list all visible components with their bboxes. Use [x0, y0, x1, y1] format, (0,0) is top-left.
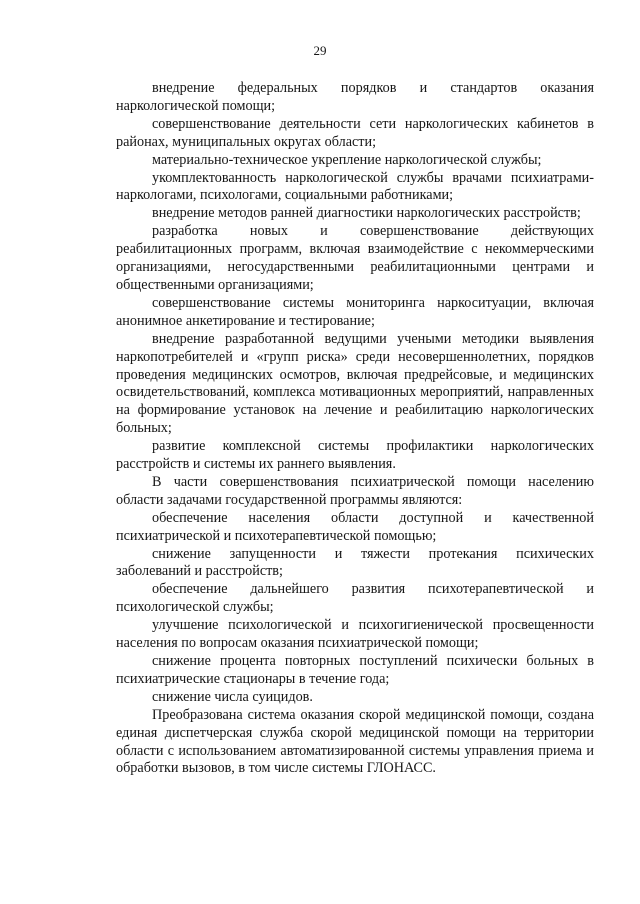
paragraph-narcology-cabinets: совершенствование деятельности сети наркологических кабинетов в районах, муниципальных округах области; — [116, 115, 594, 150]
paragraph-prevention-system: развитие комплексной системы профилактики наркологических расстройств и системы их раннего выявления. — [116, 438, 594, 473]
paragraph-emergency-care: Преобразована система оказания скорой медицинской помощи, создана единая диспетчерская служба скорой медицинской помощи на территории области с использованием автоматизированной системы управления приема и обработки вызовов, в том числе системы ГЛОНАСС. — [116, 706, 594, 777]
paragraph-narcology-standards: внедрение федеральных порядков и стандартов оказания наркологической помощи; — [116, 80, 594, 114]
paragraph-early-diagnostics: внедрение методов ранней диагностики наркологических расстройств; — [152, 205, 581, 222]
paragraph-rehabilitation-programs: разработка новых и совершенствование действующих реабилитационных программ, включая взаимодействие с некоммерческими организациями, негосударственными реабилитационными центрами и общественными организациями; — [116, 223, 594, 293]
paragraph-staffing: укомплектованность наркологической службы врачами психиатрами-наркологами, психологами, социальными работниками; — [116, 169, 594, 204]
paragraph-psychiatric-tasks-intro: В части совершенствования психиатрической помощи населению области задачами государственной программы являются: — [116, 473, 594, 508]
page-number: 29 — [313, 43, 327, 58]
paragraph-psychotherapy-service: обеспечение дальнейшего развития психотерапевтической и психологической службы; — [116, 581, 594, 616]
paragraph-public-awareness: улучшение психологической и психогигиенической просвещенности населения по вопросам оказания психиатрической помощи; — [116, 617, 594, 652]
body-text — [116, 80, 594, 778]
paragraph-monitoring: совершенствование системы мониторинга наркоситуации, включая анонимное анкетирование и тестирование; — [116, 294, 594, 329]
paragraph-material-support: материально-техническое укрепление наркологической службы; — [152, 151, 542, 168]
paragraph-suicides: снижение числа суицидов. — [152, 688, 313, 705]
paragraph-disease-severity: снижение запущенности и тяжести протекания психических заболеваний и расстройств; — [116, 545, 594, 580]
paragraph-detection-methodology: внедрение разработанной ведущими учеными методики выявления наркопотребителей и «групп риска» среди несовершеннолетних, порядков проведения медицинских осмотров, включая предрейсовые, и медицинских освидетельствований, комплекса мотивационных мероприятий, направленных на формирование установок на лечение и реабилитацию наркологических больных; — [116, 330, 594, 437]
paragraph-access-to-care: обеспечение населения области доступной и качественной психиатрической и психотерапевтической помощью; — [116, 509, 594, 544]
paragraph-readmissions: снижение процента повторных поступлений психически больных в психиатрические стационары в течение года; — [116, 653, 594, 687]
